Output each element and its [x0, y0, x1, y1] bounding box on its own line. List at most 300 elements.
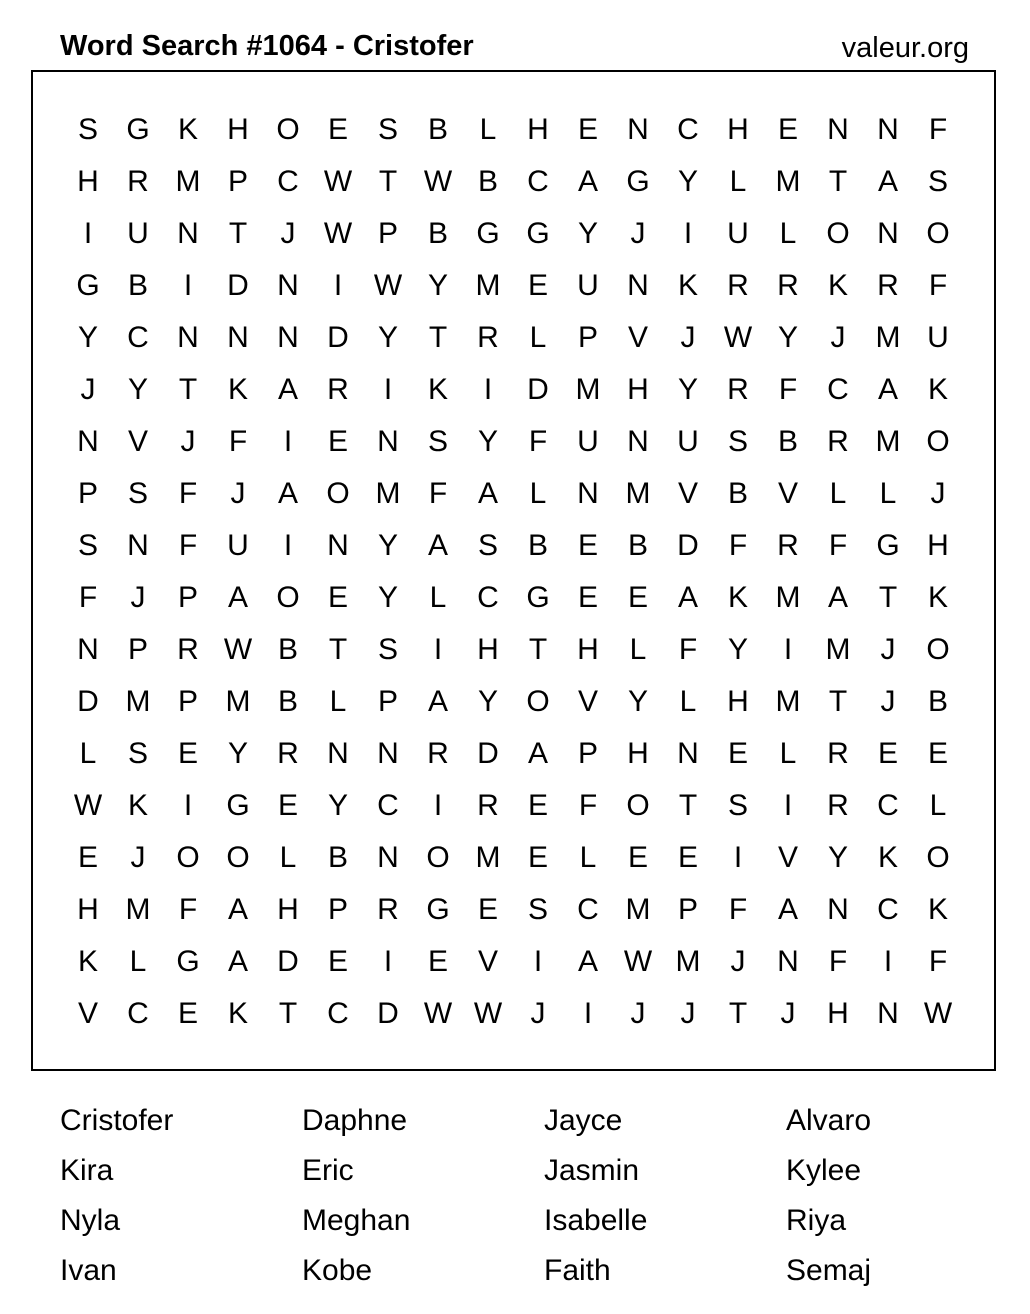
grid-letter: P [377, 217, 398, 250]
word-list-item: Jayce [544, 1104, 623, 1137]
grid-letter: F [428, 477, 448, 510]
grid-letter: U [677, 425, 699, 458]
grid-letter: L [879, 477, 897, 510]
grid-letter: L [829, 477, 847, 510]
grid-letter: E [327, 581, 348, 614]
grid-letter: D [477, 737, 499, 770]
grid-letter: S [727, 789, 748, 822]
grid-letter: L [779, 737, 797, 770]
grid-letter: Y [77, 321, 98, 354]
grid-letter: L [479, 113, 497, 146]
grid-letter: F [828, 529, 848, 562]
grid-letter: A [827, 581, 848, 614]
grid-letter: Y [377, 321, 398, 354]
grid-letter: M [775, 685, 801, 718]
grid-letter: O [526, 685, 550, 718]
grid-letter: M [875, 425, 901, 458]
grid-letter: M [875, 321, 901, 354]
grid-letter: W [923, 997, 953, 1030]
word-list-item: Eric [302, 1154, 354, 1187]
grid-letter: K [227, 373, 248, 406]
grid-letter: H [927, 529, 949, 562]
grid-letter: J [530, 997, 546, 1030]
grid-letter: M [575, 373, 601, 406]
grid-letter: Y [427, 269, 448, 302]
grid-letter: S [377, 633, 398, 666]
grid-letter: N [877, 997, 899, 1030]
grid-letter: G [626, 165, 650, 198]
word-list-item: Cristofer [60, 1104, 174, 1137]
grid-letter: Y [327, 789, 348, 822]
grid-letter: O [926, 841, 950, 874]
grid-letter: H [727, 113, 749, 146]
grid-letter: J [630, 217, 646, 250]
grid-letter: L [79, 737, 97, 770]
grid-letter: J [80, 373, 96, 406]
grid-letter: R [127, 165, 149, 198]
grid-letter: K [227, 997, 248, 1030]
grid-letter: E [177, 737, 198, 770]
grid-letter: H [77, 165, 99, 198]
word-list-item: Riya [786, 1204, 847, 1237]
grid-letter: H [727, 685, 749, 718]
grid-letter: U [727, 217, 749, 250]
grid-letter: B [727, 477, 748, 510]
grid-letter: H [77, 893, 99, 926]
grid-letter: S [127, 477, 148, 510]
grid-letter: N [627, 269, 649, 302]
grid-letter: M [225, 685, 251, 718]
grid-letter: K [677, 269, 698, 302]
grid-letter: F [928, 945, 948, 978]
grid-letter: P [677, 893, 698, 926]
grid-letter: I [483, 373, 493, 406]
grid-letter: J [780, 997, 796, 1030]
grid-letter: M [775, 581, 801, 614]
grid-letter: P [177, 581, 198, 614]
grid-letter: T [728, 997, 748, 1030]
grid-letter: K [877, 841, 898, 874]
grid-letter: L [579, 841, 597, 874]
grid-letter: K [827, 269, 848, 302]
grid-letter: J [880, 685, 896, 718]
grid-letter: F [228, 425, 248, 458]
grid-letter: C [127, 997, 149, 1030]
word-list-item: Semaj [786, 1254, 872, 1287]
grid-letter: O [326, 477, 350, 510]
grid-letter: S [377, 113, 398, 146]
grid-letter: L [729, 165, 747, 198]
grid-letter: S [427, 425, 448, 458]
grid-letter: R [877, 269, 899, 302]
grid-letter: O [926, 633, 950, 666]
grid-letter: M [375, 477, 401, 510]
grid-letter: N [377, 841, 399, 874]
grid-letter: S [77, 113, 98, 146]
grid-letter: Y [577, 217, 598, 250]
grid-letter: N [877, 113, 899, 146]
grid-letter: W [423, 997, 453, 1030]
grid-letter: R [277, 737, 299, 770]
grid-letter: F [778, 373, 798, 406]
grid-letter: C [377, 789, 399, 822]
grid-letter: W [323, 165, 353, 198]
grid-letter: M [625, 893, 651, 926]
grid-letter: Y [377, 529, 398, 562]
grid-letter: M [675, 945, 701, 978]
grid-letter: C [877, 789, 899, 822]
grid-letter: N [627, 113, 649, 146]
grid-letter: L [529, 321, 547, 354]
grid-letter: G [876, 529, 900, 562]
grid-letter: W [73, 789, 103, 822]
grid-letter: R [727, 269, 749, 302]
grid-letter: L [329, 685, 347, 718]
grid-letter: D [327, 321, 349, 354]
grid-letter: B [477, 165, 498, 198]
grid-letter: W [373, 269, 403, 302]
grid-letter: R [777, 529, 799, 562]
grid-letter: M [475, 269, 501, 302]
grid-letter: F [578, 789, 598, 822]
grid-letter: N [327, 737, 349, 770]
grid-letter: L [279, 841, 297, 874]
grid-letter: N [777, 945, 799, 978]
grid-letter: N [227, 321, 249, 354]
grid-letter: N [627, 425, 649, 458]
grid-letter: T [828, 685, 848, 718]
grid-letter: I [433, 633, 443, 666]
grid-letter: O [276, 581, 300, 614]
grid-letter: V [127, 425, 148, 458]
grid-letter: D [377, 997, 399, 1030]
grid-letter: T [328, 633, 348, 666]
grid-letter: L [529, 477, 547, 510]
grid-letter: S [927, 165, 948, 198]
grid-letter: I [883, 945, 893, 978]
site-name: valeur.org [841, 32, 969, 64]
grid-letter: L [129, 945, 147, 978]
grid-letter: I [383, 373, 393, 406]
grid-letter: N [827, 893, 849, 926]
grid-letter: E [277, 789, 298, 822]
grid-letter: U [577, 269, 599, 302]
grid-letter: B [527, 529, 548, 562]
grid-letter: I [733, 841, 743, 874]
grid-letter: B [127, 269, 148, 302]
grid-letter: I [283, 425, 293, 458]
grid-letter: P [177, 685, 198, 718]
grid-letter: E [177, 997, 198, 1030]
grid-letter: M [825, 633, 851, 666]
word-list [60, 1096, 1028, 1296]
grid-letter: Y [127, 373, 148, 406]
grid-letter: T [178, 373, 198, 406]
grid-letter: Y [477, 685, 498, 718]
grid-letter: A [577, 165, 598, 198]
grid-letter: F [928, 269, 948, 302]
grid-letter: N [177, 217, 199, 250]
grid-letter: A [877, 373, 898, 406]
grid-letter: A [227, 581, 248, 614]
grid-letter: I [333, 269, 343, 302]
grid-letter: E [777, 113, 798, 146]
grid-letter: N [677, 737, 699, 770]
grid-letter: H [577, 633, 599, 666]
grid-letter: A [777, 893, 798, 926]
grid-letter: P [127, 633, 148, 666]
grid-letter: L [429, 581, 447, 614]
grid-letter: C [327, 997, 349, 1030]
grid-letter: H [627, 737, 649, 770]
grid-letter: F [178, 529, 198, 562]
grid-letter: J [280, 217, 296, 250]
grid-letter: H [527, 113, 549, 146]
word-list-item: Jasmin [544, 1154, 640, 1187]
grid-letter: V [77, 997, 98, 1030]
grid-letter: S [477, 529, 498, 562]
grid-letter: R [477, 321, 499, 354]
grid-letter: G [176, 945, 200, 978]
grid-letter: E [327, 425, 348, 458]
grid-letter: S [727, 425, 748, 458]
grid-letter: D [527, 373, 549, 406]
grid-letter: W [223, 633, 253, 666]
grid-letter: J [880, 633, 896, 666]
grid-letter: G [476, 217, 500, 250]
puzzle-title: Word Search #1064 - Cristofer [60, 30, 474, 62]
grid-letter: H [277, 893, 299, 926]
grid-letter: B [427, 113, 448, 146]
grid-letter: N [577, 477, 599, 510]
grid-letter: V [677, 477, 698, 510]
grid-letter: J [130, 581, 146, 614]
grid-letter: P [77, 477, 98, 510]
grid-letter: M [125, 685, 151, 718]
grid-letter: Y [777, 321, 798, 354]
grid-letter: D [77, 685, 99, 718]
grid-letter: J [630, 997, 646, 1030]
grid-letter: G [526, 217, 550, 250]
grid-letter: C [277, 165, 299, 198]
grid-letter: Y [627, 685, 648, 718]
grid-letter: D [227, 269, 249, 302]
grid-letter: V [777, 477, 798, 510]
grid-letter: B [427, 217, 448, 250]
word-list-item: Kira [60, 1154, 114, 1187]
grid-letter: R [827, 737, 849, 770]
grid-letter: O [826, 217, 850, 250]
grid-letter: W [723, 321, 753, 354]
grid-letter: Y [677, 373, 698, 406]
grid-letter: B [627, 529, 648, 562]
grid-letter: N [377, 737, 399, 770]
grid-letter: K [927, 581, 948, 614]
grid-letter: T [678, 789, 698, 822]
grid-letter: S [127, 737, 148, 770]
grid-letter: N [327, 529, 349, 562]
grid-letter: E [577, 529, 598, 562]
grid-letter: K [727, 581, 748, 614]
grid-letter: F [178, 477, 198, 510]
grid-letter: G [126, 113, 150, 146]
grid-letter: D [277, 945, 299, 978]
grid-letter: N [277, 269, 299, 302]
grid-letter: A [277, 477, 298, 510]
word-list-item: Nyla [60, 1204, 121, 1237]
grid-letter: P [227, 165, 248, 198]
grid-letter: O [926, 217, 950, 250]
grid-letter: E [727, 737, 748, 770]
grid-letter: I [783, 789, 793, 822]
grid-letter: E [677, 841, 698, 874]
grid-letter: N [877, 217, 899, 250]
grid-letter: H [227, 113, 249, 146]
grid-letter: K [427, 373, 448, 406]
grid-letter: E [477, 893, 498, 926]
grid-letter: N [77, 425, 99, 458]
grid-letter: N [127, 529, 149, 562]
grid-letter: L [779, 217, 797, 250]
grid-letter: C [127, 321, 149, 354]
grid-letter: T [378, 165, 398, 198]
grid-letter: T [878, 581, 898, 614]
grid-letter: Y [477, 425, 498, 458]
grid-letter: W [423, 165, 453, 198]
grid-letter: I [183, 269, 193, 302]
grid-letter: M [775, 165, 801, 198]
grid-letter: M [625, 477, 651, 510]
grid-letter: P [577, 737, 598, 770]
grid-letter: K [927, 373, 948, 406]
grid-letter: O [226, 841, 250, 874]
grid-letter: O [926, 425, 950, 458]
grid-letter: H [477, 633, 499, 666]
grid-letter: E [527, 841, 548, 874]
grid-letter: A [677, 581, 698, 614]
grid-letter: I [433, 789, 443, 822]
grid-letter: A [527, 737, 548, 770]
word-list-item: Alvaro [786, 1104, 872, 1137]
grid-letter: I [383, 945, 393, 978]
grid-letter: F [728, 893, 748, 926]
grid-letter: R [727, 373, 749, 406]
grid-letter: N [827, 113, 849, 146]
grid-letter: B [327, 841, 348, 874]
grid-letter: V [477, 945, 498, 978]
grid-letter: I [583, 997, 593, 1030]
grid-letter: E [527, 269, 548, 302]
grid-letter: D [677, 529, 699, 562]
grid-letter: T [828, 165, 848, 198]
grid-letter: E [577, 581, 598, 614]
grid-letter: I [283, 529, 293, 562]
grid-letter: E [327, 113, 348, 146]
grid-letter: O [176, 841, 200, 874]
grid-letter: A [477, 477, 498, 510]
grid-letter: M [175, 165, 201, 198]
grid-letter: M [475, 841, 501, 874]
grid-letter: J [680, 997, 696, 1030]
grid-letter: V [577, 685, 598, 718]
grid-letter: A [427, 685, 448, 718]
grid-letter: T [278, 997, 298, 1030]
grid-letter: K [927, 893, 948, 926]
grid-letter: W [323, 217, 353, 250]
grid-letter: K [77, 945, 98, 978]
grid-letter: I [183, 789, 193, 822]
grid-letter: I [533, 945, 543, 978]
grid-letter: R [477, 789, 499, 822]
word-list-item: Meghan [302, 1204, 411, 1237]
grid-letter: G [76, 269, 100, 302]
grid-letter: C [577, 893, 599, 926]
grid-letter: P [327, 893, 348, 926]
grid-letter: O [626, 789, 650, 822]
grid-letter: F [928, 113, 948, 146]
grid-letter: T [228, 217, 248, 250]
grid-letter: U [227, 529, 249, 562]
grid-letter: G [426, 893, 450, 926]
grid-letter: W [623, 945, 653, 978]
grid-letter: L [929, 789, 947, 822]
word-list-item: Ivan [60, 1254, 117, 1287]
grid-letter: J [930, 477, 946, 510]
grid-letter: E [527, 789, 548, 822]
grid-letter: Y [727, 633, 748, 666]
grid-letter: G [526, 581, 550, 614]
grid-letter: E [877, 737, 898, 770]
grid-letter: B [777, 425, 798, 458]
grid-letter: H [627, 373, 649, 406]
grid-letter: C [527, 165, 549, 198]
grid-letter: L [629, 633, 647, 666]
grid-letter: O [276, 113, 300, 146]
letter-grid [63, 104, 963, 1040]
grid-letter: F [828, 945, 848, 978]
grid-letter: I [683, 217, 693, 250]
grid-letter: L [679, 685, 697, 718]
grid-letter: N [77, 633, 99, 666]
grid-letter: K [177, 113, 198, 146]
grid-letter: C [827, 373, 849, 406]
word-list-item: Kylee [786, 1154, 862, 1187]
grid-letter: Y [677, 165, 698, 198]
grid-letter: J [680, 321, 696, 354]
grid-letter: E [627, 581, 648, 614]
grid-letter: M [125, 893, 151, 926]
grid-letter: E [427, 945, 448, 978]
word-list-item: Faith [544, 1254, 611, 1287]
grid-letter: F [528, 425, 548, 458]
grid-letter: C [477, 581, 499, 614]
grid-letter: E [77, 841, 98, 874]
grid-letter: P [577, 321, 598, 354]
grid-letter: A [877, 165, 898, 198]
grid-letter: Y [827, 841, 848, 874]
grid-letter: V [627, 321, 648, 354]
grid-letter: E [327, 945, 348, 978]
grid-letter: R [327, 373, 349, 406]
word-list-item: Daphne [302, 1104, 408, 1137]
grid-letter: T [428, 321, 448, 354]
grid-letter: F [728, 529, 748, 562]
grid-letter: J [830, 321, 846, 354]
grid-letter: R [177, 633, 199, 666]
grid-letter: N [277, 321, 299, 354]
grid-letter: E [627, 841, 648, 874]
grid-letter: S [77, 529, 98, 562]
